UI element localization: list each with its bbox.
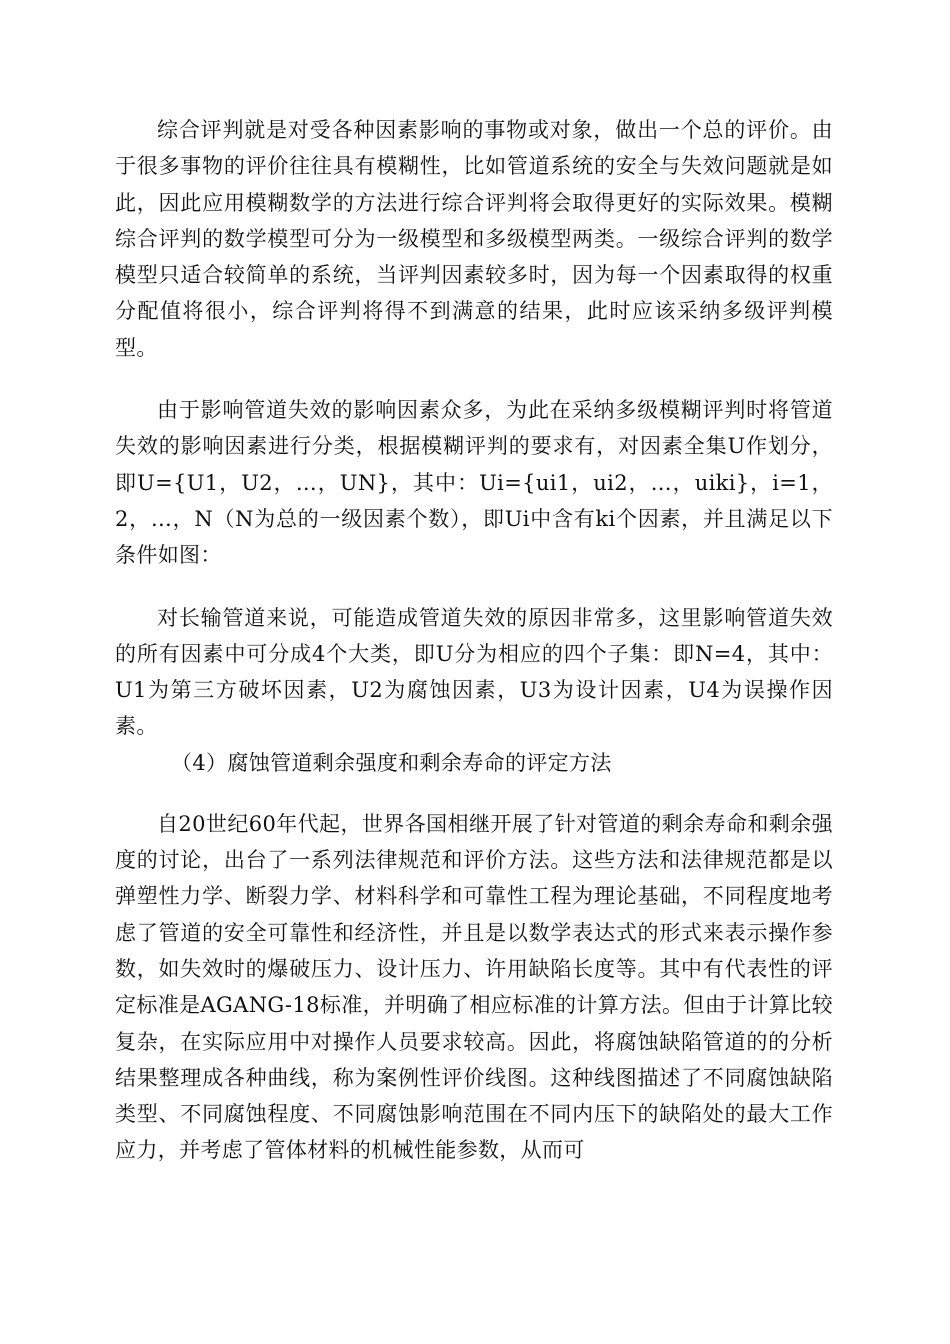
section-heading: （4）腐蚀管道剩余强度和剩余寿命的评定方法 (171, 750, 612, 775)
document-page (115, 112, 833, 1169)
paragraph-fuzzy-evaluation: 综合评判就是对受各种因素影响的事物或对象，做出一个总的评价。由于很多事物的评价往往具有模糊性，比如管道系统的安全与失效问题就是如此，因此应用模糊数学的方法进行综合评判将会取得更好的实际效果。模糊综合评判的数学模型可分为一级模型和多级模型两类。一级综合评判的数学模型只适合较简单的系统，当评判因素较多时，因为每一个因素取得的权重分配值将很小，综合评判将得不到满意的结果，此时应该采纳多级评判模型。 (115, 118, 833, 360)
paragraph-factor-classification: 由于影响管道失效的影响因素众多，为此在采纳多级模糊评判时将管道失效的影响因素进行分类，根据模糊评判的要求有，对因素全集U作划分，即U={U1，U2，…，UN}，其中：Ui={ui1，ui2，…，uiki}，i=1，2，…，N（N为总的一级因素个数），即Ui中含有ki个因素，并且满足以下条件如图： (115, 398, 833, 568)
paragraph-pipeline-factors: 对长输管道来说，可能造成管道失效的原因非常多，这里影响管道失效的所有因素中可分成4个大类，即U分为相应的四个子集：即N=4，其中：U1为第三方破坏因素，U2为腐蚀因素，U3为设计因素，U4为误操作因素。 (115, 605, 833, 739)
paragraph-assessment-methods: 自20世纪60年代起，世界各国相继开展了针对管道的剩余寿命和剩余强度的讨论，出台了一系列法律规范和评价方法。这些方法和法律规范都是以弹塑性力学、断裂力学、材料科学和可靠性工程为理论基础，不同程度地考虑了管道的安全可靠性和经济性，并且是以数学表达式的形式来表示操作参数，如失效时的爆破压力、设计压力、许用缺陷长度等。其中有代表性的评定标准是AGANG-18标准，并明确了相应标准的计算方法。但由于计算比较复杂，在实际应用中对操作人员要求较高。因此，将腐蚀缺陷管道的的分析结果整理成各种曲线，称为案例性评价线图。这种线图描述了不同腐蚀缺陷类型、不同腐蚀程度、不同腐蚀影响范围在不同内压下的缺陷处的最大工作应力，并考虑了管体材料的机械性能参数，从而可 (115, 811, 833, 1163)
